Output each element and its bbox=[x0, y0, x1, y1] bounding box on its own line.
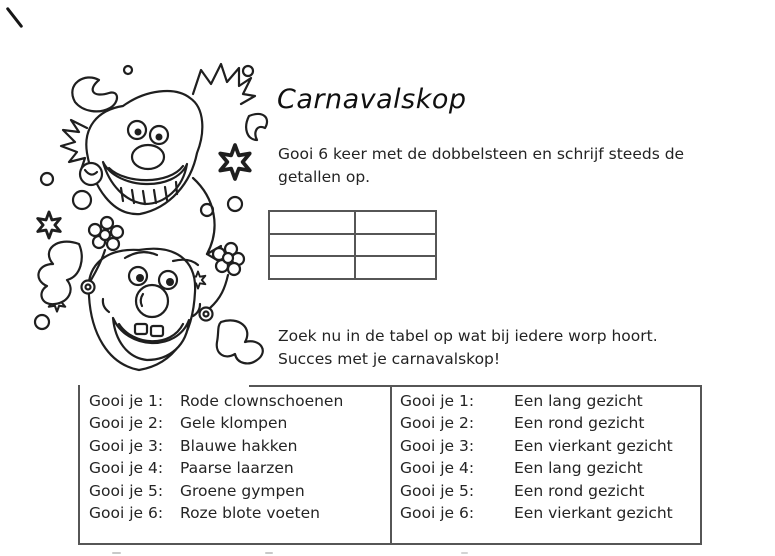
legend-label: Gooi je 1: bbox=[400, 392, 475, 410]
legend-row bbox=[392, 435, 698, 457]
answer-cell bbox=[269, 234, 355, 257]
legend-row bbox=[80, 390, 388, 412]
grid-row bbox=[269, 211, 436, 234]
legend-label: Gooi je 5: bbox=[400, 481, 475, 500]
legend-row bbox=[80, 412, 388, 434]
legend-value: Paarse laarzen bbox=[180, 459, 294, 478]
note-text bbox=[278, 325, 698, 371]
grid-row bbox=[269, 256, 436, 279]
legend-label: Gooi je 2: bbox=[400, 414, 475, 433]
legend-top-border bbox=[249, 385, 700, 387]
clown-masks-illustration bbox=[25, 58, 270, 376]
legend-row bbox=[392, 457, 698, 479]
legend-column-faces bbox=[392, 390, 698, 524]
dice-roll-grid bbox=[268, 210, 437, 280]
intro-line-1: Gooi 6 keer met de dobbelsteen en schrijf steeds de bbox=[278, 145, 685, 163]
legend-label: Gooi je 3: bbox=[400, 436, 475, 455]
scan-speck bbox=[265, 552, 273, 554]
legend-label: Gooi je 4: bbox=[89, 459, 164, 478]
answer-cell bbox=[355, 256, 436, 279]
legend-label: Gooi je 2: bbox=[89, 414, 164, 433]
legend-value: Een rond gezicht bbox=[514, 414, 645, 433]
note-line-2: Succes met je carnavalskop! bbox=[278, 350, 501, 368]
legend-value: Een vierkant gezicht bbox=[514, 436, 673, 455]
answer-cell bbox=[355, 234, 436, 257]
legend-row bbox=[392, 480, 698, 502]
legend-label: Gooi je 5: bbox=[89, 481, 164, 500]
legend-label: Gooi je 6: bbox=[89, 503, 164, 522]
legend-row bbox=[392, 412, 698, 434]
legend-value: Blauwe hakken bbox=[180, 436, 298, 455]
answer-cell bbox=[269, 256, 355, 279]
legend-value: Een vierkant gezicht bbox=[514, 503, 673, 522]
answer-cell bbox=[355, 211, 436, 234]
legend-row bbox=[80, 502, 388, 524]
legend-row bbox=[80, 480, 388, 502]
legend-row bbox=[80, 435, 388, 457]
legend-value: Roze blote voeten bbox=[180, 503, 320, 522]
legend-label: Gooi je 1: bbox=[89, 392, 164, 410]
scan-speck bbox=[461, 552, 468, 554]
intro-text bbox=[278, 143, 698, 189]
page-title: Carnavalskop bbox=[277, 84, 467, 115]
intro-line-2: getallen op. bbox=[278, 168, 371, 186]
legend-label: Gooi je 6: bbox=[400, 503, 475, 522]
legend-value: Een rond gezicht bbox=[514, 481, 645, 500]
note-line-1: Zoek nu in de tabel op wat bij iedere worp hoort. bbox=[278, 327, 658, 345]
legend-value: Een lang gezicht bbox=[514, 459, 643, 478]
legend-label: Gooi je 4: bbox=[400, 459, 475, 478]
pen-mark bbox=[6, 7, 24, 29]
grid-row bbox=[269, 234, 436, 257]
legend-row bbox=[80, 457, 388, 479]
legend-value: Gele klompen bbox=[180, 414, 288, 433]
legend-row bbox=[392, 502, 698, 524]
answer-cell bbox=[269, 211, 355, 234]
scan-speck bbox=[112, 552, 121, 554]
legend-value: Groene gympen bbox=[180, 481, 305, 500]
bottom-clown-mask-icon bbox=[89, 249, 200, 370]
legend-value: Rode clownschoenen bbox=[180, 392, 344, 410]
legend-column-shoes bbox=[80, 390, 388, 524]
legend-row bbox=[392, 390, 698, 412]
legend-value: Een lang gezicht bbox=[514, 392, 643, 410]
legend-table bbox=[78, 385, 702, 545]
legend-label: Gooi je 3: bbox=[89, 436, 164, 455]
